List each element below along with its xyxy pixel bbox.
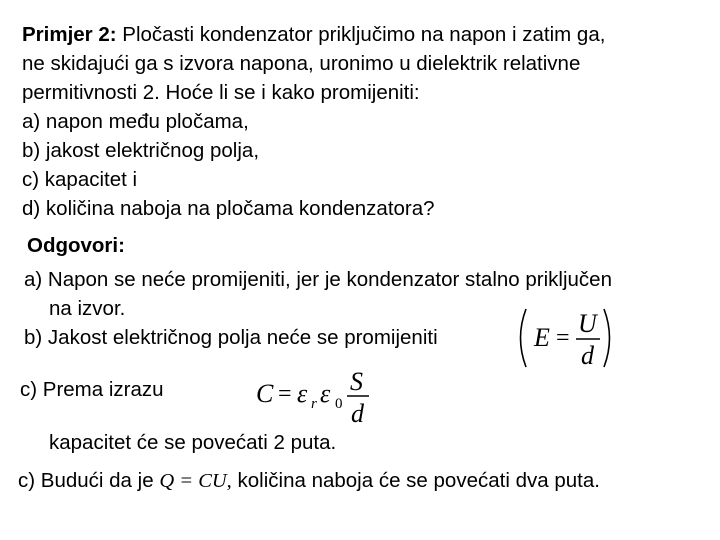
field-lhs: E bbox=[534, 323, 550, 352]
capacitance-formula bbox=[250, 366, 380, 428]
field-denominator: d bbox=[581, 341, 594, 370]
field-formula bbox=[512, 303, 618, 373]
answer-a-line-1: a) Napon se neće promijeniti, jer je kondenzator stalno priključen bbox=[24, 268, 612, 291]
cap-sub-0: 0 bbox=[335, 396, 343, 412]
answers-heading: Odgovori: bbox=[27, 234, 125, 257]
cap-eps-0: ε bbox=[320, 379, 331, 408]
answer-d-formula: Q = CU, bbox=[159, 470, 232, 492]
cap-eq: = bbox=[278, 381, 292, 407]
question-a: a) napon među pločama, bbox=[22, 110, 249, 133]
question-c: c) kapacitet i bbox=[22, 168, 138, 191]
question-d: d) količina naboja na pločama kondenzatora? bbox=[22, 197, 435, 220]
field-formula-right-paren bbox=[604, 309, 610, 367]
answer-c-result: kapacitet će se povećati 2 puta. bbox=[49, 431, 337, 454]
answer-d-prefix: c) Budući da je bbox=[18, 469, 160, 492]
problem-line-2: ne skidajući ga s izvora napona, uronimo u dielektrik relativne bbox=[22, 52, 581, 75]
cap-lhs: C bbox=[256, 379, 274, 408]
answer-d-suffix: količina naboja će se povećati dva puta. bbox=[231, 469, 600, 492]
question-b: b) jakost električnog polja, bbox=[22, 139, 260, 162]
answer-a-line-2: na izvor. bbox=[49, 297, 126, 320]
answer-c-prefix: c) Prema izrazu bbox=[20, 378, 164, 401]
answer-d bbox=[18, 469, 600, 493]
cap-sub-r: r bbox=[311, 396, 317, 412]
field-eq: = bbox=[556, 325, 570, 351]
field-numerator: U bbox=[578, 309, 597, 338]
cap-eps-r: ε bbox=[297, 379, 308, 408]
problem-text-1: Pločasti kondenzator priključimo na napon i zatim ga, bbox=[116, 23, 606, 46]
problem-line-1 bbox=[22, 23, 605, 47]
answer-b: b) Jakost električnog polja neće se promijeniti bbox=[24, 326, 438, 349]
problem-line-3: permitivnosti 2. Hoće li se i kako promijeniti: bbox=[22, 81, 420, 104]
cap-denominator: d bbox=[351, 399, 364, 428]
cap-numerator: S bbox=[350, 367, 363, 396]
problem-label: Primjer 2: bbox=[22, 23, 117, 46]
field-formula-left-paren bbox=[521, 309, 527, 367]
